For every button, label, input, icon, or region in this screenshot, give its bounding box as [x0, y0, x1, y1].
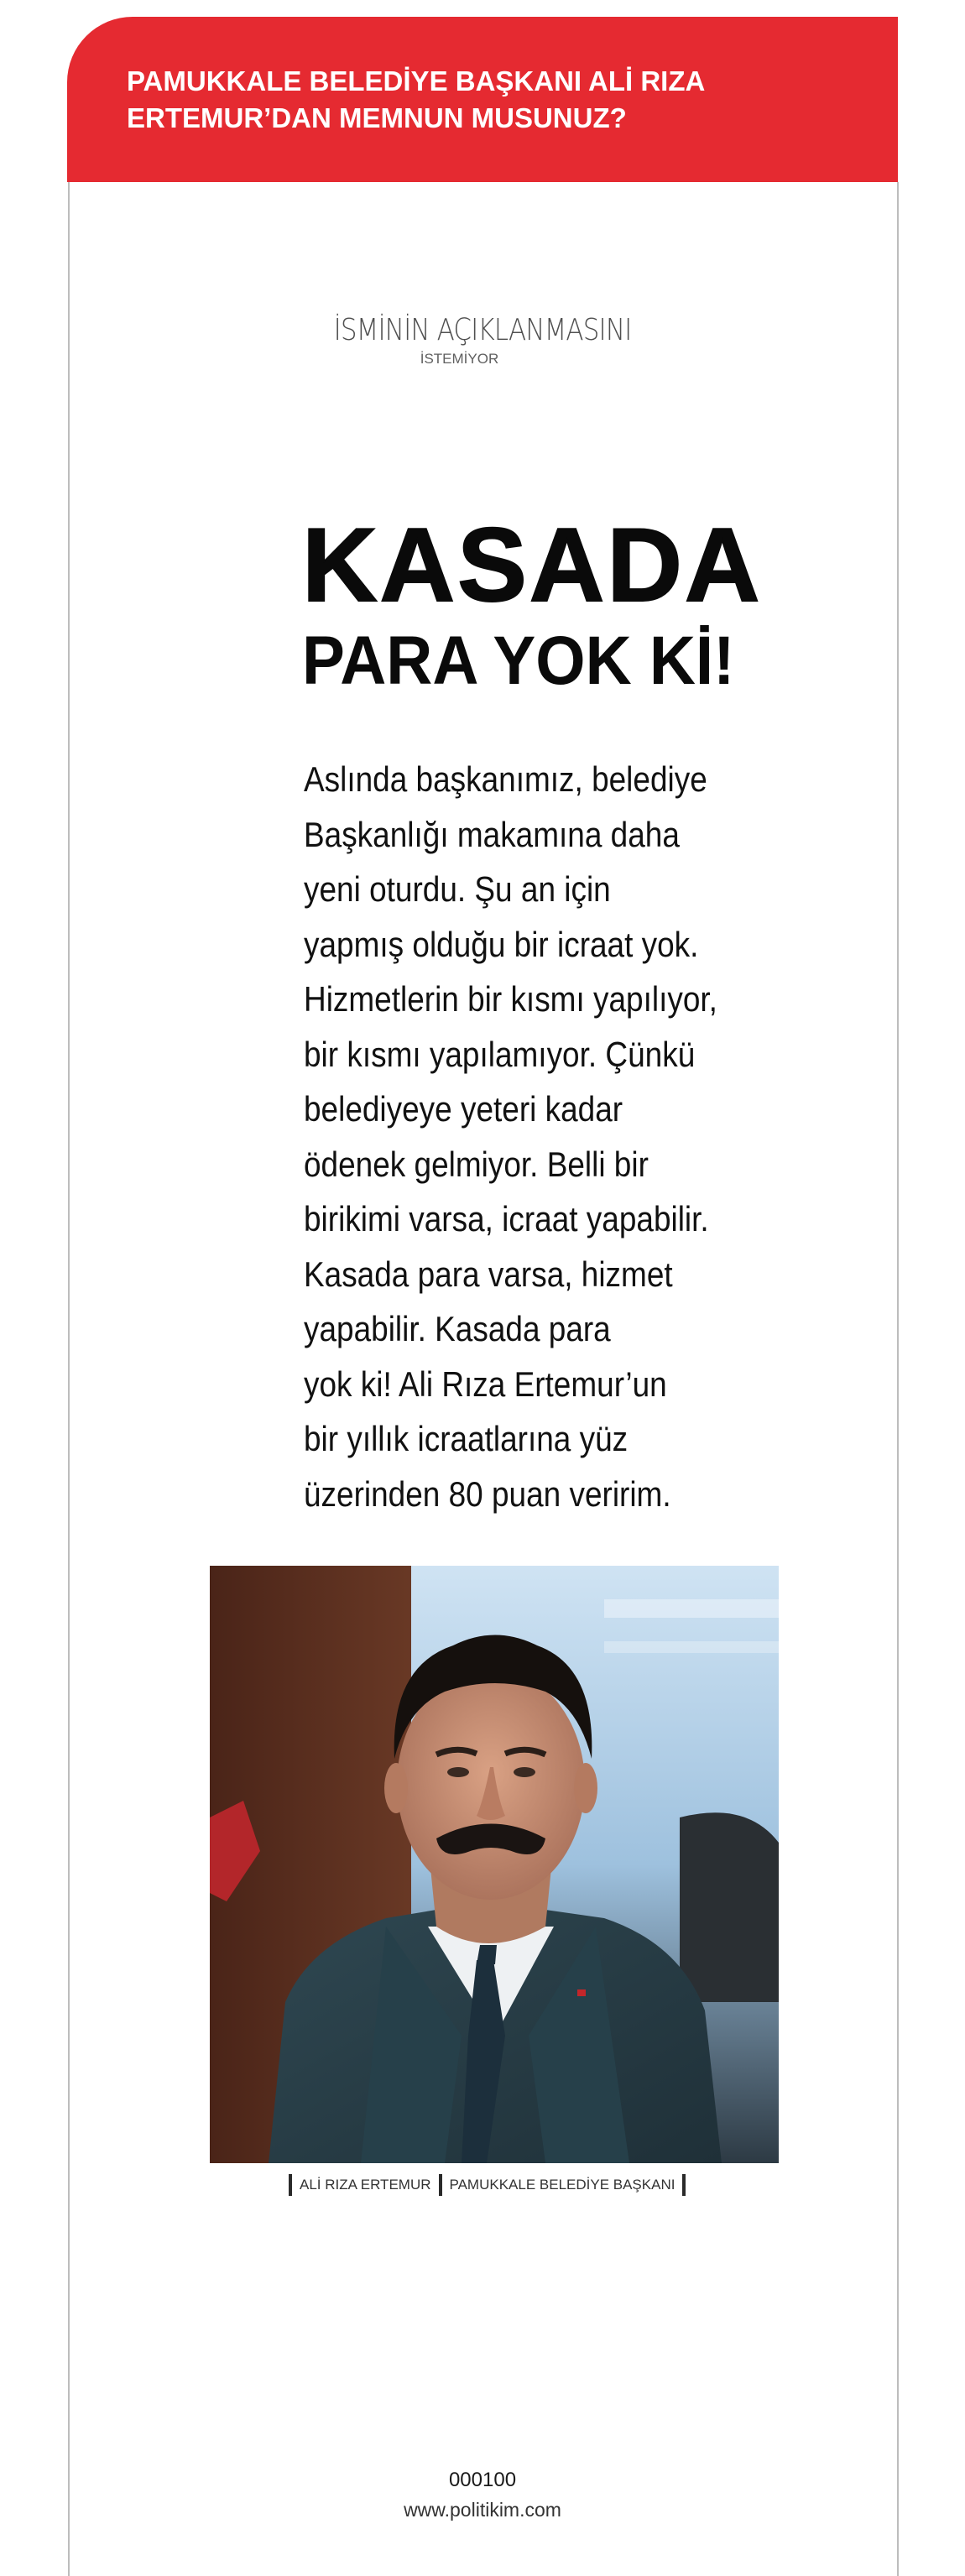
caption-title: PAMUKKALE BELEDİYE BAŞKANI	[449, 2177, 676, 2193]
headline	[302, 508, 839, 701]
answer-line: yok ki! Ali Rıza Ertemur’un	[304, 1364, 667, 1404]
caption-name: ALİ RIZA ERTEMUR	[300, 2177, 431, 2193]
headline-line-2: PARA YOK Kİ!	[302, 623, 735, 699]
answer-line: ödenek gelmiyor. Belli bir	[304, 1144, 649, 1184]
respondent-name: İSMİNİN AÇIKLANMASINI	[333, 313, 632, 347]
headline-line-1: KASADA	[302, 508, 763, 623]
answer-line: Hizmetlerin bir kısmı yapılıyor,	[304, 979, 717, 1019]
answer-line: yeni oturdu. Şu an için	[304, 869, 611, 909]
answer-line: yapabilir. Kasada para	[304, 1309, 611, 1348]
answer-line: üzerinden 80 puan veririm.	[304, 1473, 671, 1514]
answer-line: Başkanlığı makamına daha	[304, 814, 680, 854]
answer-line: Aslında başkanımız, belediye	[304, 759, 707, 799]
frame-border-left	[68, 182, 70, 2576]
respondent-note: İSTEMİYOR	[420, 351, 499, 367]
question-banner	[67, 17, 898, 182]
answer-line: belediyeye yeteri kadar	[304, 1089, 623, 1129]
portrait-photo-icon	[210, 1566, 779, 2163]
answer-line: bir yıllık icraatlarına yüz	[304, 1419, 629, 1458]
photo-caption	[289, 2174, 686, 2196]
mayor-portrait-photo	[210, 1566, 779, 2163]
answer-text	[304, 752, 824, 1521]
caption-divider	[682, 2174, 686, 2196]
answer-line: Kasada para varsa, hizmet	[304, 1254, 673, 1294]
answer-line: bir kısmı yapılamıyor. Çünkü	[304, 1034, 696, 1074]
site-url: www.politikim.com	[404, 2499, 561, 2521]
page-code: 000100	[448, 2469, 517, 2491]
respondent-source	[302, 314, 663, 368]
answer-line: birikimi varsa, icraat yapabilir.	[304, 1199, 709, 1238]
frame-border-right	[897, 182, 899, 2576]
answer-line: yapmış olduğu bir icraat yok.	[304, 924, 699, 964]
banner-title: PAMUKKALE BELEDİYE BAŞKANI ALİ RIZA ERTEMUR’DAN MEMNUN MUSUNUZ?	[127, 65, 705, 133]
